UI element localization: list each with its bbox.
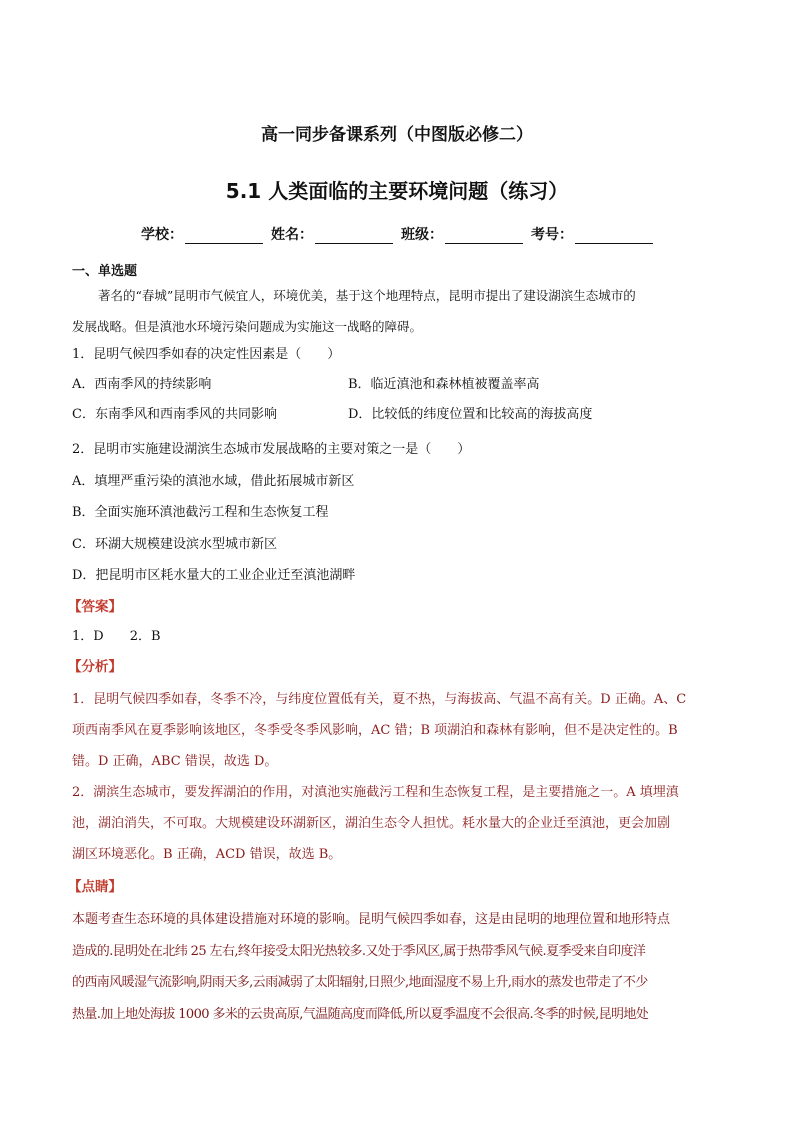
option-d: D．把昆明市区耗水量大的工业企业迁至滇池湖畔 [72,568,356,583]
comment-line: 本题考查生态环境的具体建设措施对环境的影响。昆明气候四季如春，这是由昆明的地理位置和地形特点 [72,912,671,927]
school-blank [185,229,263,244]
class-label: 班级： [401,227,443,243]
comment-line: 造成的.昆明处在北纬 25 左右,终年接受太阳光热较多.又处于季风区,属于热带季风气候.夏季受来自印度洋 [72,943,646,959]
exam-number-blank [575,229,653,244]
exam-number-field [531,224,653,244]
analysis-line: 2．湖滨生态城市，要发挥湖泊的作用，对滇池实施截污工程和生态恢复工程，是主要措施之一。A 填埋滇 [72,785,679,800]
analysis-section [68,652,720,682]
analysis-line: 项西南季风在夏季影响该地区，冬季受冬季风影响，AC 错；B 项湖泊和森林有影响，但不是决定性的。B [72,723,678,738]
student-info-line [0,224,794,244]
name-label: 姓名： [271,227,313,243]
option-c: C．环湖大规模建设滨水型城市新区 [72,536,277,552]
option-row [72,400,724,430]
section-heading: 一、单选题 [72,264,138,279]
option-d: D．比较低的纬度位置和比较高的海拔高度 [348,407,593,422]
name-field [271,224,393,244]
comment-line: 热量.加上地处海拔 1000 多米的云贵高原,气温随高度而降低,所以夏季温度不会很高.冬季的时候,昆明地处 [72,1006,649,1022]
intro-paragraph [72,280,724,342]
exam-number-label: 考号： [531,227,573,243]
analysis-tag: 【分析】 [68,659,122,675]
comment-body [72,904,724,1030]
option-row [72,370,724,400]
comment-line: 的西南风暖湿气流影响,阴雨天多,云雨减弱了太阳辐射,日照少,地面湿度不易上升,雨水的蒸发也带走了不少 [72,975,648,990]
analysis-line: 湖区环境恶化。B 正确，ACD 错误，故选 B。 [72,847,342,862]
analysis-line: 池，湖泊消失，不可取。大规模建设环湖新区，湖泊生态令人担忧。耗水量大的企业迁至滇池，更会加剧 [72,816,671,831]
answer-text: 1．D 2．B [72,629,161,644]
class-field [401,224,523,244]
question-stem: 2．昆明市实施建设湖滨生态城市发展战略的主要对策之一是（ ） [72,442,471,457]
question-1 [72,340,724,430]
option-a: A．西南季风的持续影响 [72,377,212,392]
question-stem: 1．昆明气候四季如春的决定性因素是（ ） [72,347,341,362]
option-c: C．东南季风和西南季风的共同影响 [72,407,277,422]
school-field [141,224,263,244]
series-title: 高一同步备课系列（中图版必修二） [261,125,533,145]
intro-line: 发展战略。但是滇池水环境污染问题成为实施这一战略的障碍。 [72,319,423,334]
school-label: 学校： [141,227,183,243]
name-blank [315,229,393,244]
option-b: B．临近滇池和森林植被覆盖率高 [348,377,540,392]
intro-line: 著名的“春城”昆明市气候宜人，环境优美，基于这个地理特点，昆明市提出了建设湖滨生态城市的 [98,288,636,303]
question-2 [72,434,724,592]
answer-tag: 【答案】 [68,599,122,615]
option-a: A．填埋严重污染的滇池水域，借此拓展城市新区 [72,473,355,489]
analysis-line: 1．昆明气候四季如春，冬季不冷，与纬度位置低有关，夏不热，与海拔高、气温不高有关。D 正确。A、C [72,692,687,707]
comment-section [68,872,720,902]
comment-tag: 【点睛】 [68,879,122,895]
page-title: 5.1 人类面临的主要环境问题（练习） [225,179,569,203]
analysis-body [72,684,724,870]
analysis-line: 错。D 正确，ABC 错误，故选 D。 [72,754,278,769]
option-b: B．全面实施环滇池截污工程和生态恢复工程 [72,505,329,520]
answer-section [68,592,720,652]
class-blank [445,229,523,244]
